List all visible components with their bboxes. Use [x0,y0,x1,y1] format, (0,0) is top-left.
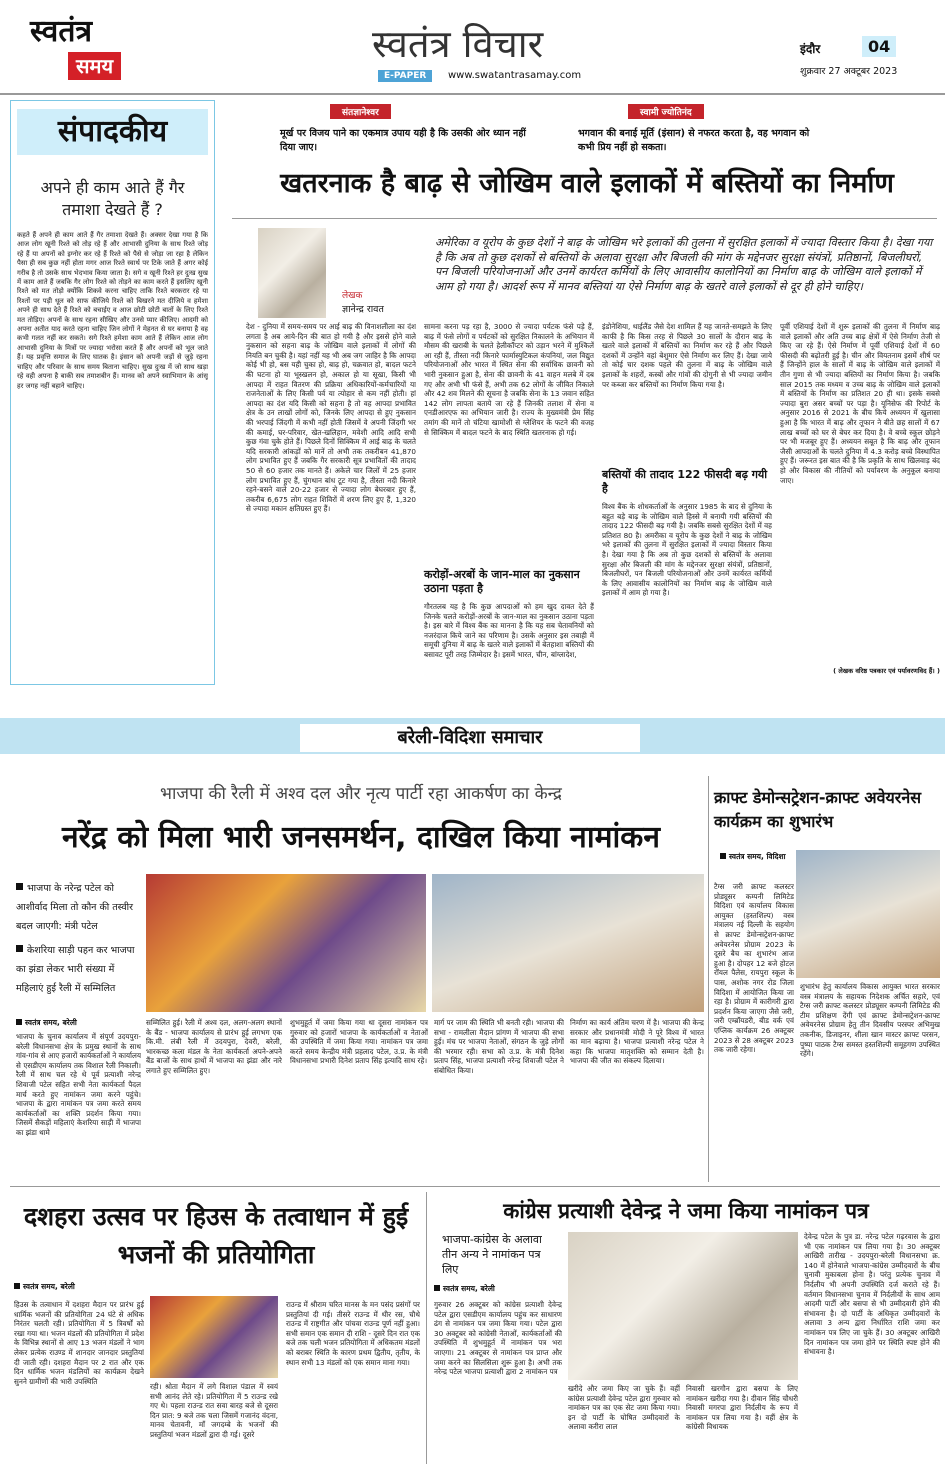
story1-col-3: शुभमुहूर्त में जमा किया गया था दूसरा नामांकन पत्र गुरुवार को हजारों भाजपा के कार्यकर्ताओं व नेताओं की उपस्थिति में जमा किया गया। नामांकन पत्र जमा करते समय केन्द्रीय मंत्री प्रहलाद पटेल, उ.प्र. के मंत्री विधानसभा प्रभारी दिनेश प्रताप सिंह इत्यादि साथ रहे। [290,1018,428,1066]
congress-photo[interactable] [568,1232,798,1380]
story4-col-1: गुरुवार 26 अक्टूबर को कांग्रेस प्रत्याशी देवेन्द्र पटेल द्वारा एसडीएम कार्यालय पहुंच कर साधारण ढंग से नामांकन पत्र जमा किया गया। पटेल द्वारा 30 अक्टूबर को कांग्रेसी नेताओं, कार्यकर्ताओं की उपस्थिति में शुभमुहूर्त में नामांकन पत्र भरा जाएगा। 21 अक्टूबर से नामांकन पत्र प्राप्त और जमा करने का सिलसिला शुरू हुआ है। अभी तक नरेन्द्र पटेल भाजपा प्रत्याशी द्वारा 2 नामांकन पत्र [434,1300,562,1377]
bullet-text: केशरिया साड़ी पहन कर भाजपा का झंडा लेकर भारी संख्या में महिलाएं हुई रैली में सम्मिलित [16,945,135,994]
story4-col-2: खरीदे और जमा किए जा चुके हैं। वहीं कांग्रेस प्रत्याशी देवेन्द्र पटेल द्वारा गुरुवार को नामांकन पत्र का एक सेट जमा किया गया। इन दो पार्टी के घोषित उम्मीदवारों के अलावा करीरा लाल [568,1384,680,1432]
lead-col-4-note: ( लेखक वरिष्ठ पत्रकार एवं पर्यावरणविद हैं। ) [833,667,940,675]
story4-col-4: देवेन्द्र पटेल के पुत्र डा. नरेन्द्र पटेल गढ़रवास के द्वारा भी एक नामांकन पत्र लिया गया है। 30 अक्टूबर आखिरी तारीख - उदयपुरा-बरेली विधानसभा क्र. 140 में होनेवाले भाजपा-कांग्रेस उम्मीदवारों के बीच चुनावी मुकाबला होना है। परंतु प्रत्येक चुनाव में निर्दलीय भी अपनी उपस्थिति दर्ज कराते रहे हैं। वर्तमान विधानसभा चुनाव में निर्दलीयों के साथ आम आदमी पार्टी और बसपा से भी उम्मीदवारी होने की संभावना है। दो पार्टी के अधिकृत उम्मीदवारों के अलावा 3 अन्य द्वारा निर्धारित राशि जमा कर नामांकन पत्र लिए जा चुके हैं। 30 अक्टूबर आखिरी दिन नामांकन पत्र जमा होने पर स्थिति स्पष्ट होने की संभावना है। [804,1232,940,1357]
editorial-headline: अपने ही काम आते हैं गैर तमाशा देखते हैं ? [40,178,185,219]
nomination-photo[interactable] [432,874,704,1012]
story1-col-2: सम्मिलित हुई। रैली में अश्व दल, अलग-अलग स्थानों के बैंड - भाजपा कार्यालय से प्रारंभ हुई लगभग एक कि.मी. लंबी रैली में उदयपुरा, देवरी, बरेली, भारकच्छ कला मंडल के नेता कार्यकर्ता अपने-अपने बैंड बाजों के साथ हाथों में भाजपा का झंडा और नारे लगाते हुए सम्मिलित हुए। [146,1018,282,1075]
byline-icon [720,853,726,859]
byline-icon [16,1019,22,1025]
epaper-badge: E-PAPER [378,70,432,82]
story1-vertical-divider [708,776,709,1182]
quote-author: स्वामी ज्योतिनंद [628,104,704,119]
story1-kicker: भाजपा की रैली में अश्व दल और नृत्य पार्टी रहा आकर्षण का केन्द्र [160,784,562,804]
masthead-divider [0,93,945,95]
craft-photo[interactable] [796,850,940,978]
masthead [0,0,945,100]
lead-col-4 [780,322,940,684]
lead-col-3-text: इंडोनेशिया, थाईलैंड जैसे देश शामिल हैं यह जानते-समझते के लिए काफी है कि किस तरह से पिछले 30 सालों के दौरान बाढ़ के खतरे वाले इलाकों में बस्तियों का निर्माण कर रहे हैं और पिछले दशकों में उन्होंने वहां बेशुमार ऐसे निर्माण कर लिए हैं। देखा जाये तो कोई चार दशक पहले की तुलना में बाढ़ के जोखिम वाले इलाकों के शहरों, कस्बों और गांवों की दोगुनी से भी ज्यादा जमीन पर कब्जा कर बस्तियों का निर्माण किया गया है। [602,322,772,389]
story1-col-1: भाजपा के चुनाव कार्यालय में संपूर्ण उदयपुरा-बरेली विधानसभा क्षेत्र के प्रमुख स्थानों के साथ गांव-गांव से आए हजारों कार्यकर्ताओं ने कार्यालय से एसडीएम कार्यालय तक विशाल रैली निकाली। रैली में साथ चल रहे थे पूर्व प्रत्याशी नरेन्द्र शिवाजी पटेल सहित सभी नेता कार्यकर्ता पैदल मार्च करते हुए नामांकन जमा करने पहुंचे। भाजपा के द्वारा नामांकन पत्र जमा करते समय कार्यकर्ताओं का शक्ति प्रदर्शन किया गया। जिसमें सैकड़ों महिलाएं केशरिया साड़ी में भाजपा का झंडा थामे [16,1032,141,1137]
lead-col-3 [602,322,772,684]
story2-byline [720,852,790,862]
story2-col-2: शुभारंभ हेतु कार्यालय विकास आयुक्त भारत सरकार वस्त्र मंत्रालय के सहायक निदेशक अर्चित सहारे, एवं टैग्स जरी क्राफ्ट कलस्टर प्रोड्यूसर कम्पनी लिमिटेड की टीम प्रशिक्षण देंगी एवं क्राफ्ट डेमोन्सट्रेशन-क्राफ्ट अवेयरनेस प्रोग्राम हेतु तीन दिवसीय परस्पर अभिमुख तकनीक, डिजाइनर, शीला खान मास्टर क्राफ्ट परसन, पुष्पा पाठक टैग्स समस्त हस्तशिल्पी समूहगण उपस्थित रहेंगे। [800,982,940,1059]
page-number: 04 [862,36,896,57]
rally-photo[interactable] [146,874,426,1012]
author-photo [258,228,326,318]
quote-text: भगवान की बनाई मूर्ति (इंसान) से नफरत करता है, वह भगवान को कभी प्रिय नहीं हो सकता। [578,128,810,153]
quote-text: मूर्ख पर विजय पाने का एकमात्र उपाय यही है कि उसकी ओर ध्यान नहीं दिया जाए। [280,128,526,153]
author-name: ज्ञानेन्द्र रावत [342,304,384,315]
story4-subhead: भाजपा-कांग्रेस के अलावा तीन अन्य ने नामांकन पत्र लिए [442,1233,542,1276]
story3-col-1: हिउस के तत्वाधान में दशहरा मैदान पर प्रारंभ हुई धार्मिक भजनों की प्रतियोगिता 24 घंटे से अधिक निरंतर चलती रही। प्रतियोगिता में 5 त्रिवर्षों को रखा गया था। भजन मंडलों की प्रतियोगिता में प्रदेश के विभिन्न स्थानों से आए 13 भजन मंडलों ने भाग लेकर प्रत्येक राउण्ड में शानदार जानदार प्रस्तुतियां दी जाती रही। दशहरा मैदान पर 2 रात और एक दिन धार्मिक भजन मंडलियों का कार्यक्रम देखने सुनने ग्रामीणों की भारी उपस्थिति [14,1300,144,1386]
story1-col-5: निर्माण का कार्य अंतिम चरण में है। भाजपा की केन्द्र सरकार और प्रधानमंत्री मोदी ने पूरे विश्व में भारत का मान बढ़ाया है। भाजपा प्रत्याशी नरेन्द्र पटेल ने कहा कि भाजपा मातृशक्ति को सम्मान देती है। भाजपा की जीत का संकल्प दिलाया। [570,1018,704,1066]
author-label: लेखक [342,291,363,301]
quote-author: संतज्ञानेश्वर [330,104,391,119]
section-title: बरेली-विदिशा समाचार [300,724,640,752]
lead-col-2-text-b: गौरतलब यह है कि कुछ आपदाओं को हम खुद दावत देते हैं जिनके चलते करोड़ों-अरबों के जान-माल का नुकसान उठाना पड़ता है। इस बारे में विश्व बैंक का मानना है कि यह सब चेतावनियों को नजरंदाज किये जाने का परिणाम है। उसके अनुसार इस तबाही में समूची दुनिया में बाढ़ के खतरे वाले इलाकों में बेतहाशा बस्तियों की बसावट पूरी तरह जिम्मेदार है। इसमें भारत, चीन, बांग्लादेश, [424,602,594,659]
editorial-label: संपादकीय [17,109,208,155]
editorial [10,100,215,685]
story1-headline: नरेंद्र को मिला भारी जनसमर्थन, दाखिल किया नामांकन [62,820,660,855]
story1-col-4: मार्ग पर जाम की स्थिति भी बनती रही। भाजपा की सभा - रामलीला मैदान प्रांगण में भाजपा की सभा हुई। मंच पर भाजपा नेताओं, संगठन के जुड़े लोगों की भरमार रही। सभा को उ.प्र. के मंत्री दिनेश प्रताप सिंह, भाजपा प्रत्याशी नरेन्द्र शिवाजी पटेल ने संबोधित किया। [434,1018,564,1075]
story4-byline [434,1284,495,1294]
byline-icon [434,1285,440,1291]
story2-headline: क्राफ्ट डेमोन्सट्रेशन-क्राफ्ट अवेयरनेस कार्यक्रम का शुभारंभ [714,788,922,831]
bhajan-photo[interactable] [150,1296,278,1378]
lead-col-4-text: पूर्वी एशियाई देशों में शुरू इलाकों की तुलना में निर्माण बाढ़ वाले इलाकों और अति उच्च बाढ़ क्षेत्रों में ऐसे निर्माण तेजी से किए जा रहे हैं। ऐसे निर्माण में पूर्वी एशियाई देशों में 60 फीसदी की बढ़ोतरी हुई है। चीन और वियतनाम इसमें शीर्ष पर हैं जिन्होंने हाल के सालों में बाढ़ के जोखिम वाले इलाकों में तीन गुणा से भी ज्यादा बस्तियों का निर्माण किया है। जबकि साल 2015 तक मध्यम व उच्च बाढ़ के जोखिम वाले इलाकों में बस्तियों के निर्माण का प्रतिशत 20 ही था। इसके सबसे ज्यादा बुरा असर बच्चों पर पड़ा है। यूनिसेफ की रिपोर्ट के अनुसार 2016 से 2021 के बीच किये अध्ययन में खुलासा हुआ है कि भारत में बाढ़ और तूफान ने बीते छह सालों में 67 लाख बच्चों को घर से बेघर कर दिया है। वे बच्चे स्कूल छोड़ने पर भी मजबूर हुए हैं। अध्ययन सबूत है कि बाढ़ और तूफान जैसी आपदाओं के चलते दुनिया में 4.3 करोड़ बच्चे विस्थापित हुए हैं। जरूरत इस बात की है कि प्रकृति के साथ खिलवाड़ बंद हो और विकास की नीतियों को पर्यावरण के अनुकूल बनाया जाए। [780,322,940,485]
lead-col-2 [424,322,594,684]
story4-col-3: निवासी खरगौन द्वारा बसपा के लिए नामांकन खरीदा गया है। दीवान सिंह चौधरी निवासी मगरपा द्वारा निर्दलीय के रूप में नामांकन पत्र लिया गया है। वहीं क्षेत्र के कांग्रेसी विधायक [686,1384,798,1432]
city-label: इंदौर [800,42,821,56]
story4-headline: कांग्रेस प्रत्याशी देवेन्द्र ने जमा किया नामांकन पत्र [503,1199,869,1223]
quote-1 [280,100,530,160]
byline-text: स्वतंत्र समय, बरेली [25,1018,77,1027]
bullet-icon [16,883,23,890]
bullet-icon [16,945,23,952]
byline-text: स्वतंत्र समय, बरेली [23,1282,75,1291]
story2-col-1: टैग्स जरी क्राफ्ट कलस्टर प्रोड्यूसर कम्पनी लिमिटेड विदिशा एवं कार्यालय विकास आयुक्त (हस्तशिल्प) वस्त्र मंत्रालय नई दिल्ली के सहयोग से क्राफ्ट डेमोन्सट्रेशन-क्राफ्ट अवेयरनेस प्रोग्राम 2023 के दूसरे बैच का शुभारंभ आज हुआ है। दोपहर 12 बजे होटल रॉयल पैलेस, रायपुरा स्कूल के पास, अशोक नगर रोड जिला विदिशा में आयोजित किया जा रहा है। प्रोग्राम में कारीगरी द्वारा प्रदर्शन किया जाएगा जैसे जरी, जरी एम्ब्रॉयडरी, बीड वर्क एवं एप्लिक कार्यक्रम 26 अक्टूबर 2023 से 28 अक्टूबर 2023 तक जारी रहेगा। [714,882,794,1055]
story3-vertical-divider [426,1192,427,1464]
quote-2 [578,100,818,160]
story1-bullet-2 [16,938,138,995]
logo-bottom: समय [68,52,121,80]
story3-byline [14,1282,75,1292]
mid-divider [10,1186,940,1187]
bullet-text: भाजपा के नरेन्द्र पटेल को आशीर्वाद मिला तो कौन की तस्वीर बदल जाएगी: मंत्री पटेल [16,883,133,932]
byline-text: स्वतंत्र समय, विदिशा [729,852,786,861]
story3-col-3: राउन्ड में श्रीराम चरित मानस के मन पसंद प्रसंगों पर प्रस्तुतियां दी गई। तीसरे राउन्ड में थीर रस, चौथे राउन्ड में राष्ट्रगीत और पांचवा राउन्ड पूर्ण नहीं हुआ। सभी समान एक समान दी राशि - दूसरे दिन रात एक बजे तक चली भजन प्रतियोगिता में अधिकतम मंडलों को बराबर स्थिति के कारण प्रथम द्वितीय, तृतीय, के स्थान सभी 13 मंडलों को एक समान माना गया। [286,1300,420,1367]
story1-byline [16,1018,77,1028]
story1-bullet-1 [16,876,138,933]
issue-date: शुक्रवार 27 अक्टूबर 2023 [800,66,898,77]
lead-col-1: देश - दुनिया में समय-समय पर आई बाढ़ की विनाशलीला का दंश लगता है अब आये-दिन की बात हो गयी है और इससे होने वाले नुकसान को सहना बाढ़ के जोखिम वाले इलाकों में लोगों की नियति बन चुकी है। यहां नहीं यह भी अब जग जाहिर है कि आपदा कोई भी हो, बस यही चुका हो, बाढ़ हो, चक्रवात हो, बादल फटने की घटना हो या भूस्खलन हो, अकाल हो या सूखा, किसी भी आपदा में राहत वितरण की प्रक्रिया अधिकारियों-कर्मचारियों या राजनेताओं के लिए किसी पर्व या त्योहार से कम नहीं होती। हां आपदा का दंश यदि किसी को सहना है तो वह आपदा प्रभावित क्षेत्र के उन लाखों लोगों को, जिनके लिए आपदा से हुए नुकसान की भरपाई जिंदगी में कभी नहीं होती जिसमें वे अपनी जिंदगी भर की कमाई, घर-परिवार, खेत-खलिहान, मवेशी आदि आदि सभी कुछ गंवा चुके होते हैं। पिछले दिनों सिक्किम में आई बाढ़ के चलते यदि सरकारी आंकड़ों को मानें तो अभी तक तकरीबन 41,870 लोग प्रभावित हुए हैं जबकि गैर सरकारी सूत्र प्रभावितों की तादाद 50 से 60 हजार तक मानते हैं। अकेले चार जिलों में 25 हजार लोग प्रभावित हुए हैं, चुंगथान बांध टूट गया है, तीस्ता नदी किनारे रहने-बसने वाले 20-22 हजार से ज्यादा लोग बेघरबार हुए हैं, तकरीब 6,675 लोग राहत शिविरों में शरण लिए हुए हैं, 1,320 से ज्यादा मकान क्षतिग्रस्त हुए हैं। [246,322,416,514]
logo-top: स्वतंत्र [30,14,93,49]
byline-text: स्वतंत्र समय, बरेली [443,1284,495,1293]
lead-col-3-text-b: विश्व बैंक के शोधकर्ताओं के अनुसार 1985 के बाद से दुनिया के बहुत बड़े बाढ़ के जोखिम वाले हिस्से में बनायी गयी बस्तियों की तादाद 122 फीसदी बढ़ गयी है। जबकि सबसे सुरक्षित देशों में वह प्रतिशत 80 है। अमरीका व यूरोप के कुछ देशों ने बाढ़ के जोखिम भरे इलाकों की तुलना में सुरक्षित इलाकों में ज्यादा विस्तार किया है। देखा गया है कि अब तो कुछ दशकों से बस्तियों के अलावा सुरक्षा और बिजली की मांग के मद्देनजर सुरक्षा संयंत्रों, प्रतिष्ठानों, बिजलीघरों, पन बिजली परियोजनाओं और उनमें कार्यरत कर्मियों के लिए आवासीय कालोनियों का निर्माण बाढ़ के जोखिम वाले इलाकों में आम हो गया है। [602,502,772,598]
logo[interactable] [30,14,150,92]
lead-col-3-subhead: बस्तियों की तादाद 122 फीसदी बढ़ गयी है [602,468,768,495]
page-title: स्वतंत्र विचार [372,22,544,66]
story3-col-2: रही। श्रोता मैदान में लगे विशाल पंडाल में स्वयं सभी आनंद लेते रहे। प्रतियोगिता में 5 राउन्ड रखे गए थे। पहला राउन्ड रात सवा बारह बजे से दूसरा दिन प्रात: 9 बजे तक चला जिसमें गजानंद वंदना, मानव चेतावनी, माँ जगदम्बे के भजनों की प्रस्तुतियां भजन मंडलों द्वारा दी गई। दूसरे [150,1382,278,1439]
lead-col-2-text: सामना करना पड़ रहा है, 3000 से ज्यादा पर्यटक फंसे पड़े हैं, बाढ़ में फंसे लोगों व पर्यटकों को सुरक्षित निकालने के अभियान में मौसम की खराबी के चलते हेलीकॉप्टर को उड़ान भरने में मुश्किलें आ रही हैं, तीस्ता नदी किनारे फार्मास्युटिकल कंपनियां, जल विद्युत परियोजनाओं और भारत में स्थित सेना की सर्वाधिक छावनी को भारी नुकसान हुआ है, सेना की छावनी के 41 वाहन मलबे में दब गए और अभी भी फंसे हैं, अभी तक 62 लोगों के जीवित निकाले और 42 शव मिलने की सूचना है जबकि सेना के 13 जवान सहित 142 लोग लापता बताये जा रहे हैं जिनकी तलाश में सेना व एनडीआरएफ का अभियान जारी है। राज्य के मुख्यमंत्री प्रेम सिंह तमांग की मानें तो चंटिया खामोशी से ग्लेशियर के फटने की वजह से सिक्किम में बादल फटने के बाद स्थिति खतरनाक हो गई। [424,322,594,437]
byline-icon [14,1283,20,1289]
editorial-body: कहते हैं अपने ही काम आते हैं गैर तमाशा देखते हैं। अक्सर देखा गया है कि आज लोग खूनी रिश्ते को तोड़ रहे हैं और आभासी दुनिया के साथ रिश्ते जोड़ रहे हैं या अपनों को इग्नोर कर रहे हैं रिश्ते को पैसे से जोड़ा जा रहा है लेकिन पैसा ही सब कुछ नहीं होता मगर आज रिश्ते स्वार्थ पर टिके जाते हैं अगर कोई गरीब है तो उसके साथ भेदभाव किया जाता है। सगे व खूनी रिश्ते हर दुःख सुख में काम आते हैं जबकि गैर लोग रिश्ते को तोड़ने का काम करते हैं इसलिए खूनी रिश्ते को मत तोड़ो क्योंकि शिकवे करना चाहिए ताकि रिश्ते बरकरार रहे या रिश्तों पर पड़ी धूल को साफ कीजिये रिश्ते को बिखरने मत दीजिये व हमेशा अपने ही साथ देते हैं रिश्ते को बचाईए व आज छोटी छोटी बातों के लिए रिश्ते मत तोड़िए। अपनों के साथ रहना सीखिए और उनसे प्यार कीजिए। आदमी को अपना अतीत याद करते रहना चाहिए जिन लोगों ने मेहनत से घर बनाया है वह कभी गलत नहीं कर सकते। सगे रिश्ते हमेशा काम आते हैं लेकिन आज लोग आभासी दुनिया के मित्रों पर ज्यादा भरोसा करते हैं और अपनों को भूल जाते हैं। यह प्रवृत्ति समाज के लिए घातक है। इंसान को अपनी जड़ों से जुड़े रहना चाहिए और परिवार के साथ समय बिताना चाहिए। सुख दुःख में जो साथ खड़ा रहे वही अपना है बाकी सब तमाशबीन हैं। मानव को अपने स्वाभिमान के आंसू हर जगह नहीं बहाने चाहिए। [17,231,208,390]
lead-col-2-subhead: करोड़ों-अरबों के जान-माल का नुकसान उठाना पड़ता है [424,568,580,595]
lead-intro: अमेरिका व यूरोप के कुछ देशों ने बाढ़ के जोखिम भरे इलाकों की तुलना में सुरक्षित इलाकों में ज्यादा विस्तार किया है। देखा गया है कि अब तो कुछ दशकों से बस्तियों के अलावा सुरक्षा और बिजली की मांग के मद्देनजर सुरक्षा संयंत्रों, प्रतिष्ठानों, बिजलीघरों, पन बिजली परियोजनाओं और उनमें कार्यरत कर्मियों के लिए आवासीय कालोनियों का निर्माण बाढ़ के जोखिम वाले इलाकों में आम हो गया है। आदर्श रूप में मानव बस्तियां या ऐसे निर्माण बाढ़ के खतरे वाले इलाकों से दूर ही होने चाहिए। [435,236,933,293]
website-link[interactable]: www.swatantrasamay.com [448,70,582,81]
story3-headline: दशहरा उत्सव पर हिउस के तत्वाधान में हुई भजनों की प्रतियोगिता [23,1202,409,1269]
lead-headline: खतरनाक है बाढ़ से जोखिम वाले इलाकों में बस्तियों का निर्माण [280,168,894,199]
lead-divider [232,218,937,219]
